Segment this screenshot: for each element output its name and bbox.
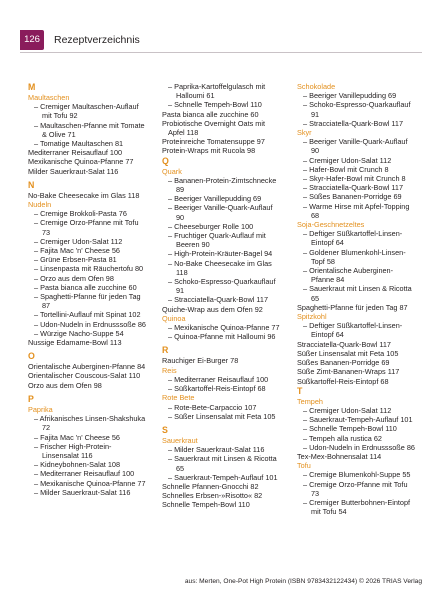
index-sub-entry: – Mexikanische Quinoa-Pfanne 77 xyxy=(34,478,146,488)
index-sub-entry: – Stracciatella-Quark-Bowl 117 xyxy=(303,118,404,128)
index-column-3 xyxy=(297,82,415,516)
index-sub-entry: – Beeriger Vanillepudding 69 xyxy=(303,91,397,101)
index-letter-heading: O xyxy=(28,351,35,362)
index-sub-entry: – Paprika-Kartoffelgulasch mit Halloumi 61 xyxy=(168,82,266,101)
index-sub-entry: – Cremige Orzo-Pfanne mit Tofu 73 xyxy=(303,479,408,498)
index-entry: Orientalischer Couscous-Salat 110 xyxy=(28,371,141,381)
index-letter-heading: M xyxy=(28,82,36,92)
index-ingredient-heading: Rote Bete xyxy=(162,393,195,403)
index-sub-entry: – Cremige Blumenkohl-Suppe 55 xyxy=(303,470,411,480)
index-sub-entry: – Cremiger Udon-Salat 112 xyxy=(34,236,123,246)
header-divider xyxy=(20,52,422,53)
index-entry: Mediterraner Reisauflauf 100 xyxy=(28,148,123,158)
index-entry: Probiotische Overnight Oats mit Apfel 118 xyxy=(162,118,266,138)
index-ingredient-heading: Quark xyxy=(162,166,182,176)
index-sub-entry: – Kidneybohnen-Salat 108 xyxy=(34,460,121,470)
index-sub-entry: – Cremiger Maultaschen-Auflauf mit Tofu 92 xyxy=(34,102,139,121)
index-sub-entry: – Grüne Erbsen-Pasta 81 xyxy=(34,255,117,265)
index-sub-entry: – Deftiger Süßkartoffel-Linsen-Eintopf 64 xyxy=(303,229,403,248)
index-entry: Süßkartoffel-Reis-Eintopf 68 xyxy=(297,376,389,386)
index-sub-entry: – Udon-Nudeln in Erdnusssoße 86 xyxy=(34,319,146,329)
index-ingredient-heading: Tofu xyxy=(297,461,311,471)
index-entry: Orientalische Auberginen-Pfanne 84 xyxy=(28,362,146,372)
index-ingredient-heading: Soja-Geschnetzeltes xyxy=(297,220,365,230)
index-sub-entry: – Cremige Brokkoli-Pasta 76 xyxy=(34,209,127,219)
index-sub-entry: – Süßer Linsensalat mit Feta 105 xyxy=(168,411,276,421)
index-sub-entry: – Süßes Bananen-Porridge 69 xyxy=(303,192,402,202)
index-sub-entry: – Skyr-Hafer-Bowl mit Crunch 8 xyxy=(303,174,406,184)
index-entry: Süßer Linsensalat mit Feta 105 xyxy=(297,348,399,358)
index-letter-heading: S xyxy=(162,424,168,435)
index-sub-entry: – Schoko-Espresso-Quarkauflauf 91 xyxy=(168,277,276,296)
index-sub-entry: – Beeriger Vanillepudding 69 xyxy=(168,194,262,204)
index-entry: Proteinreiche Tomatensuppe 97 xyxy=(162,137,265,147)
index-entry: Schnelle Tempeh-Bowl 110 xyxy=(162,500,250,510)
index-sub-entry: – High-Protein-Kräuter-Bagel 94 xyxy=(168,249,273,259)
index-entry: Schnelles Erbsen-»Risotto« 82 xyxy=(162,491,263,501)
index-letter-heading: T xyxy=(297,385,303,396)
index-ingredient-heading: Maultaschen xyxy=(28,93,70,102)
index-sub-entry: – Beeriger Vanille-Quark-Auflauf 90 xyxy=(303,137,408,156)
index-sub-entry: – Hafer-Bowl mit Crunch 8 xyxy=(303,164,389,174)
index-sub-entry: – Maultaschen-Pfanne mit Tomate & Olive 71 xyxy=(34,120,145,139)
index-ingredient-heading: Skyr xyxy=(297,128,312,138)
index-entry: No-Bake Cheesecake im Glas 118 xyxy=(28,190,140,200)
index-sub-entry: – Cremige Orzo-Pfanne mit Tofu 73 xyxy=(34,218,139,237)
index-sub-entry: – Goldener Blumenkohl-Linsen-Topf 58 xyxy=(303,247,406,266)
index-sub-entry: – Mediterraner Reisauflauf 100 xyxy=(168,374,269,384)
index-sub-entry: – Rote-Bete-Carpaccio 107 xyxy=(168,402,257,412)
index-sub-entry: – Quinoa-Pfanne mit Halloumi 96 xyxy=(168,332,276,342)
index-sub-entry: – Frischer High-Protein-Linsensalat 116 xyxy=(34,441,112,460)
index-sub-entry: – Warme Hirse mit Apfel-Topping 68 xyxy=(303,201,410,220)
index-sub-entry: – Schoko-Espresso-Quarkauflauf 91 xyxy=(303,100,411,119)
index-sub-entry: – Cremiger Udon-Salat 112 xyxy=(303,155,392,165)
index-sub-entry: – Cremiger Udon-Salat 112 xyxy=(303,405,392,415)
index-sub-entry: – Milder Sauerkraut-Salat 116 xyxy=(168,445,265,455)
index-sub-entry: – Beeriger Vanille-Quark-Auflauf 90 xyxy=(168,203,273,222)
index-sub-entry: – Udon-Nudeln in Erdnusssoße 86 xyxy=(303,442,415,452)
index-sub-entry: – Pasta bianca alle zucchine 60 xyxy=(34,282,137,292)
index-sub-entry: – Mexikanische Quinoa-Pfanne 77 xyxy=(168,323,280,333)
index-entry: Protein-Wraps mit Rucola 98 xyxy=(162,146,256,156)
index-entry: Pasta bianca alle zucchine 60 xyxy=(162,109,259,119)
index-entry: Mexikanische Quinoa-Pfanne 77 xyxy=(28,157,134,167)
index-sub-entry: – Afrikanisches Linsen-Shakshuka 72 xyxy=(34,414,146,433)
index-sub-entry: – Stracciatella-Quark-Bowl 117 xyxy=(303,183,404,193)
index-letter-heading: Q xyxy=(162,155,169,166)
index-entry: Milder Sauerkraut-Salat 116 xyxy=(28,166,119,176)
index-sub-entry: – Spaghetti-Pfanne für jeden Tag 87 xyxy=(34,292,141,311)
index-ingredient-heading: Sauerkraut xyxy=(162,435,198,445)
index-sub-entry: – Fajita Mac 'n' Cheese 56 xyxy=(34,432,120,442)
index-entry: Spaghetti-Pfanne für jeden Tag 87 xyxy=(297,302,408,312)
index-sub-entry: – Milder Sauerkraut-Salat 116 xyxy=(34,487,131,497)
index-sub-entry: – Fajita Mac 'n' Cheese 56 xyxy=(34,246,120,256)
index-sub-entry: – Süßkartoffel-Reis-Eintopf 68 xyxy=(168,384,266,394)
index-letter-heading: N xyxy=(28,179,35,190)
index-ingredient-heading: Spitzkohl xyxy=(297,312,327,322)
index-sub-entry: – Sauerkraut-Tempeh-Auflauf 101 xyxy=(168,472,278,482)
index-entry: Stracciatella-Quark-Bowl 117 xyxy=(297,339,391,349)
page-header xyxy=(0,30,442,50)
page-title: Rezeptverzeichnis xyxy=(54,34,140,46)
index-entry: Rauchiger Ei-Burger 78 xyxy=(162,356,239,366)
index-sub-entry: – Tortellini-Auflauf mit Spinat 102 xyxy=(34,310,141,320)
index-sub-entry: – Bananen-Protein-Zimtschnecke 89 xyxy=(168,175,277,195)
index-sub-entry: – Tomatige Maultaschen 81 xyxy=(34,139,124,149)
index-sub-entry: – Orzo aus dem Ofen 98 xyxy=(34,273,114,283)
index-ingredient-heading: Schokolade xyxy=(297,82,336,91)
index-sub-entry: – Schnelle Tempeh-Bowl 110 xyxy=(303,424,397,434)
index-sub-entry: – Stracciatella-Quark-Bowl 117 xyxy=(168,295,269,305)
index-entry: Quiche-Wrap aus dem Ofen 92 xyxy=(162,304,263,314)
page-number-badge: 126 xyxy=(20,30,44,50)
index-entry: Süßes Bananen-Porridge 69 xyxy=(297,358,390,368)
index-sub-entry: – Cheeseburger Rolle 100 xyxy=(168,221,254,231)
index-sub-entry: – Würzige Nacho-Suppe 54 xyxy=(34,328,124,338)
index-entry: Süße Zimt-Bananen-Wraps 117 xyxy=(297,367,400,377)
index-column-2 xyxy=(162,82,280,510)
copyright-footer: aus: Merten, One-Pot High Protein (ISBN 9783432122434) © 2026 TRIAS Verlag xyxy=(184,578,422,585)
index-ingredient-heading: Quinoa xyxy=(162,313,186,323)
index-sub-entry: – Sauerkraut-Tempeh-Auflauf 101 xyxy=(303,415,413,425)
index-sub-entry: – Cremiger Butterbohnen-Eintopf mit Tofu 54 xyxy=(303,497,411,517)
index-sub-entry: – Deftiger Süßkartoffel-Linsen-Eintopf 64 xyxy=(303,321,403,340)
index-sub-entry: – Mediterraner Reisauflauf 100 xyxy=(34,469,135,479)
index-column-1 xyxy=(28,82,146,497)
index-letter-heading: P xyxy=(28,393,34,404)
index-sub-entry: – Orientalische Auberginen-Pfanne 84 xyxy=(303,266,394,285)
index-ingredient-heading: Nudeln xyxy=(28,200,52,210)
index-sub-entry: – Tempeh alla rustica 62 xyxy=(303,433,382,443)
index-sub-entry: – Schnelle Tempeh-Bowl 110 xyxy=(168,100,262,110)
index-entry: Tex-Mex-Bohnensalat 114 xyxy=(297,451,382,461)
index-sub-entry: – Fruchtiger Quark-Auflauf mit Beeren 90 xyxy=(168,231,266,250)
index-letter-heading: R xyxy=(162,345,169,356)
index-entry: Schnelle Pfannen-Gnocchi 82 xyxy=(162,481,259,491)
index-ingredient-heading: Tempeh xyxy=(297,396,323,406)
index-entry: Orzo aus dem Ofen 98 xyxy=(28,380,102,390)
index-entry: Nussige Edamame-Bowl 113 xyxy=(28,338,122,348)
index-sub-entry: – Sauerkraut mit Linsen & Ricotta 65 xyxy=(303,284,412,303)
index-sub-entry: – Linsenpasta mit Räuchertofu 80 xyxy=(34,264,144,274)
index-ingredient-heading: Reis xyxy=(162,365,177,375)
index-sub-entry: – Sauerkraut mit Linsen & Ricotta 65 xyxy=(168,454,277,473)
index-sub-entry: – No-Bake Cheesecake im Glas 118 xyxy=(168,258,272,277)
index-ingredient-heading: Paprika xyxy=(28,404,53,414)
